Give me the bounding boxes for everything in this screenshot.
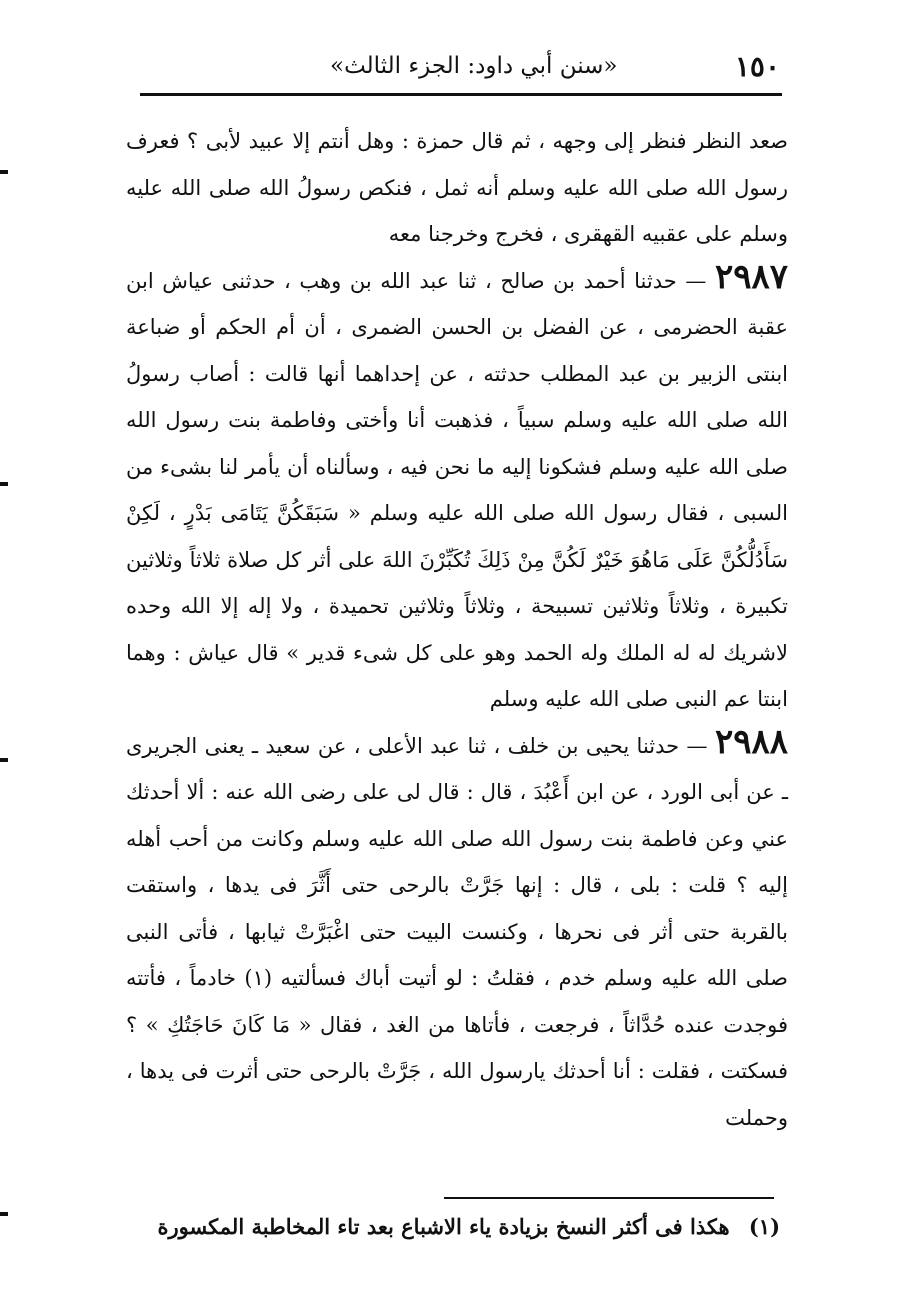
hadith-2988 <box>126 723 788 1142</box>
running-title: «سنن أبي داود: الجزء الثالث» <box>330 53 618 79</box>
paragraph-text: — حدثنا يحيى بن خلف ، ثنا عبد الأعلى ، عن سعيد ـ يعنى الجريرى ـ عن أبى الورد ، عن ابن أَعْبُدَ ، قال : قال لى على رضى الله عنه : ألا أحدثك عني وعن فاطمة بنت رسول الله صلى الله عليه وسلم وكانت من أحب أهله إليه ؟ قلت : بلى ، قال : إنها جَرَّتْ بالرحى حتى أَثَّرَ فى يدها ، واستقت بالقربة حتى أثر فى نحرها ، وكنست البيت حتى اغْبَرَّتْ ثيابها ، فأتى النبى صلى الله عليه وسلم خدم ، فقلتُ : لو أتيت أباك فسألتيه (١) خادماً ، فأتته فوجدت عنده حُدَّاثاً ، فرجعت ، فأتاها من الغد ، فقال « مَا كَانَ حَاجَتُكِ » ؟ فسكتت ، فقلت : أنا أحدثك يارسول الله ، جَرَّتْ بالرحى حتى أثرت فى يدها ، وحملت <box>126 733 788 1130</box>
paragraph-text: صعد النظر فنظر إلى وجهه ، ثم قال حمزة : وهل أنتم إلا عبيد لأبى ؟ فعرف رسول الله صلى الله عليه وسلم أنه ثمل ، فنكص رسولُ الله صلى الله عليه وسلم على عقبيه القهقرى ، فخرج وخرجنا معه <box>126 129 788 246</box>
paragraph-continuation <box>126 118 788 258</box>
page-number: ١٥٠ <box>734 49 780 83</box>
footnote-rule <box>444 1197 774 1199</box>
hadith-number: ٢٩٨٨ <box>714 721 788 762</box>
margin-mark <box>0 758 8 762</box>
footnote-text: هكذا فى أكثر النسخ بزيادة ياء الاشباع بعد تاء المخاطبة المكسورة <box>157 1214 730 1239</box>
main-text <box>126 118 788 1141</box>
footnote <box>150 1210 780 1244</box>
page-header <box>140 44 780 88</box>
hadith-number: ٢٩٨٧ <box>714 256 788 297</box>
header-rule <box>140 93 782 96</box>
paragraph-text: — حدثنا أحمد بن صالح ، ثنا عبد الله بن وهب ، حدثنى عياش ابن عقبة الحضرمى ، عن الفضل بن الحسن الضمرى ، أن أم الحكم أو ضباعة ابنتى الزبير بن عبد المطلب حدثته ، عن إحداهما أنها قالت : أصاب رسولُ الله صلى الله عليه وسلم سبياً ، فذهبت أنا وأختى وفاطمة بنت رسول الله صلى الله عليه وسلم فشكونا إليه ما نحن فيه ، وسألناه أن يأمر لنا بشىء من السبى ، فقال رسول الله صلى الله عليه وسلم « سَبَقَكُنَّ يَتَامَى بَدْرٍ ، لَكِنْ سَأَدُلُّكُنَّ عَلَى مَاهُوَ خَيْرٌ لَكُنَّ مِنْ ذَلِكَ تُكَبِّرْنَ اللهَ على أثر كل صلاة ثلاثاً وثلاثين تكبيرة ، وثلاثاً وثلاثين تسبيحة ، وثلاثاً وثلاثين تحميدة ، ولا إله إلا الله وحده لاشريك له له الملك وله الحمد وهو على كل شىء قدير » قال عياش : وهما ابنتا عم النبى صلى الله عليه وسلم <box>126 268 788 711</box>
margin-mark <box>0 170 8 174</box>
margin-mark <box>0 1212 8 1216</box>
footnote-marker: (١) <box>748 1214 780 1239</box>
hadith-2987 <box>126 258 788 723</box>
margin-mark <box>0 482 8 486</box>
